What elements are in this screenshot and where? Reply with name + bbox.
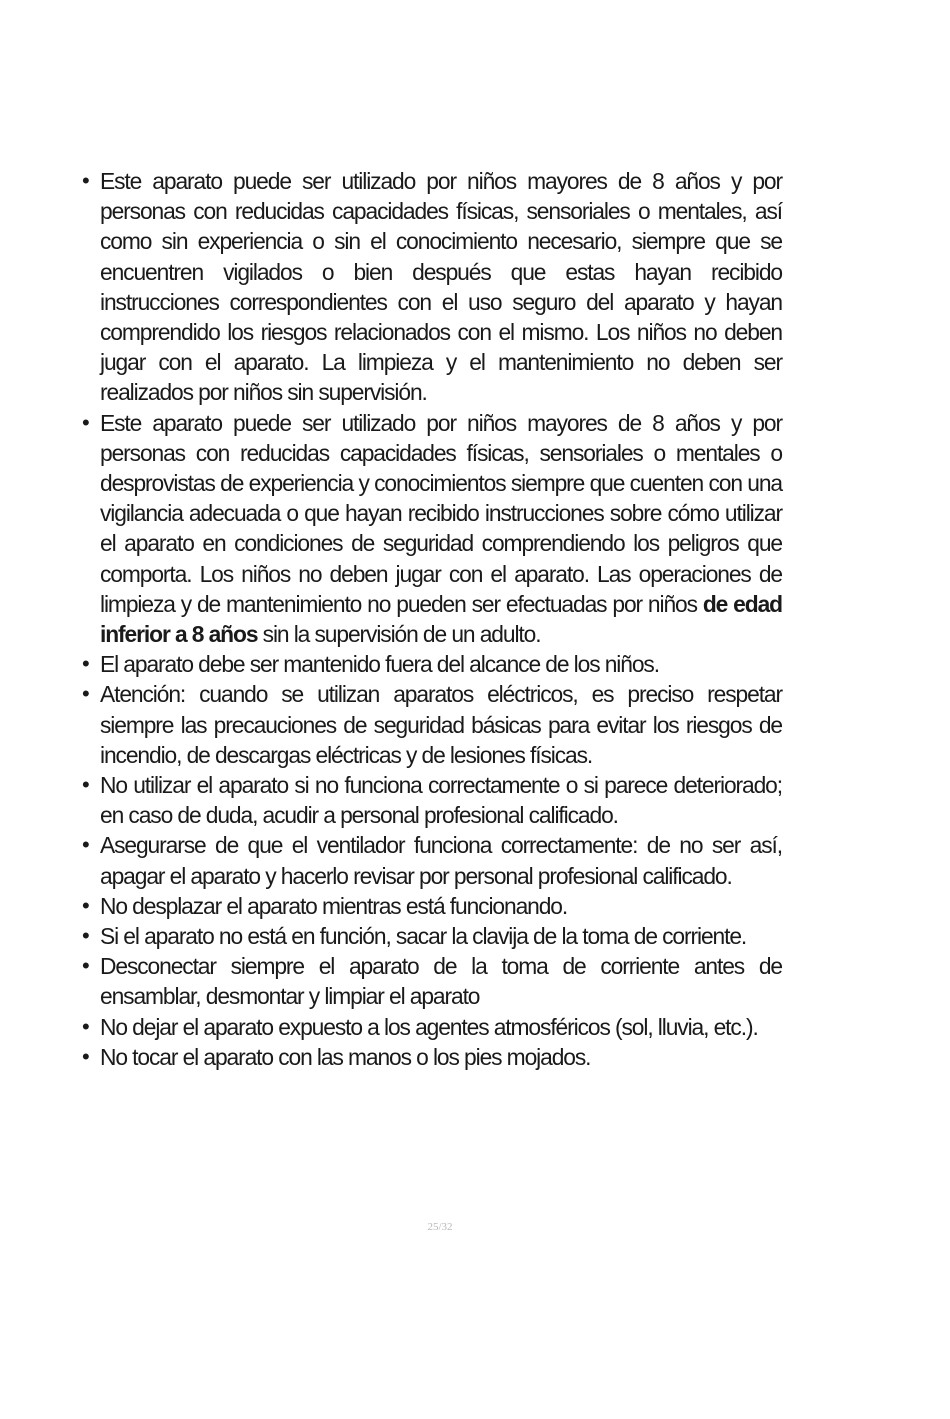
bullet-list: [82, 166, 782, 1072]
list-item: [82, 951, 782, 1011]
item-text: Desconectar siempre el aparato de la toma de corriente antes de ensamblar, desmontar y limpiar el aparato: [100, 953, 782, 1010]
bullet-icon: •: [82, 681, 89, 707]
item-text: No desplazar el aparato mientras está funcionando.: [100, 892, 568, 919]
list-item: [82, 649, 782, 679]
bullet-icon: •: [82, 409, 89, 435]
bullet-icon: •: [82, 892, 89, 918]
item-text: El aparato debe ser mantenido fuera del alcance de los niños.: [100, 651, 659, 678]
item-text-bold: de edad inferior a 8 años: [100, 590, 782, 648]
item-text: Este aparato puede ser utilizado por niños mayores de 8 años y por personas con reducidas capacidades físicas, sensoriales o mentales, así como sin experiencia o sin el conocimiento necesario, siempre que se encuentren vigilados o bien después que estas hayan recibido instrucciones correspondientes con el uso seguro del aparato y hayan comprendido los riesgos relacionados con el mismo. Los niños no deben jugar con el aparato. La limpieza y el mantenimiento no deben ser realizados por niños sin supervisión.: [100, 168, 782, 406]
list-item: [82, 679, 782, 770]
list-item: [82, 1042, 782, 1072]
item-text: Si el aparato no está en función, sacar la clavija de la toma de corriente.: [100, 923, 747, 950]
bullet-icon: •: [82, 953, 89, 979]
list-item: [82, 770, 782, 830]
item-text: No tocar el aparato con las manos o los pies mojados.: [100, 1043, 591, 1070]
item-text: sin la supervisión de un adulto.: [257, 621, 541, 648]
bullet-icon: •: [82, 1013, 89, 1039]
list-item: [82, 891, 782, 921]
bullet-icon: •: [82, 168, 89, 193]
safety-instructions: [82, 166, 782, 1072]
bullet-icon: •: [82, 772, 89, 798]
item-text: Este aparato puede ser utilizado por niños mayores de 8 años y por personas con reducidas capacidades físicas, sensoriales o mentales o desprovistas de experiencia y conocimientos siempre que cuenten con una vigilancia adecuada o que hayan recibido instrucciones sobre cómo utilizar el aparato en condiciones de seguridad comprendiendo los peligros que comporta. Los niños no deben jugar con el aparato. Las operaciones de limpieza y de mantenimiento no pueden ser efectuadas por niños: [100, 409, 782, 617]
item-text: No utilizar el aparato si no funciona correctamente o si parece deteriorado; en caso de duda, acudir a personal profesional calificado.: [100, 772, 782, 829]
list-item: [82, 408, 782, 650]
list-item: [82, 830, 782, 890]
item-text: Asegurarse de que el ventilador funciona correctamente: de no ser así, apagar el aparato y hacerlo revisar por personal profesional calificado.: [100, 832, 782, 889]
item-text: No dejar el aparato expuesto a los agentes atmosféricos (sol, lluvia, etc.).: [100, 1013, 758, 1040]
list-item: [82, 166, 782, 408]
bullet-icon: •: [82, 651, 89, 677]
list-item: [82, 1012, 782, 1042]
bullet-icon: •: [82, 923, 89, 949]
list-item: [82, 921, 782, 951]
bullet-icon: •: [82, 1043, 89, 1069]
bullet-icon: •: [82, 832, 89, 858]
item-text: Atención: cuando se utilizan aparatos eléctricos, es preciso respetar siempre las precauciones de seguridad básicas para evitar los riesgos de incendio, de descargas eléctricas y de lesiones físicas.: [100, 681, 782, 768]
page-number: 25/32: [427, 1221, 453, 1233]
